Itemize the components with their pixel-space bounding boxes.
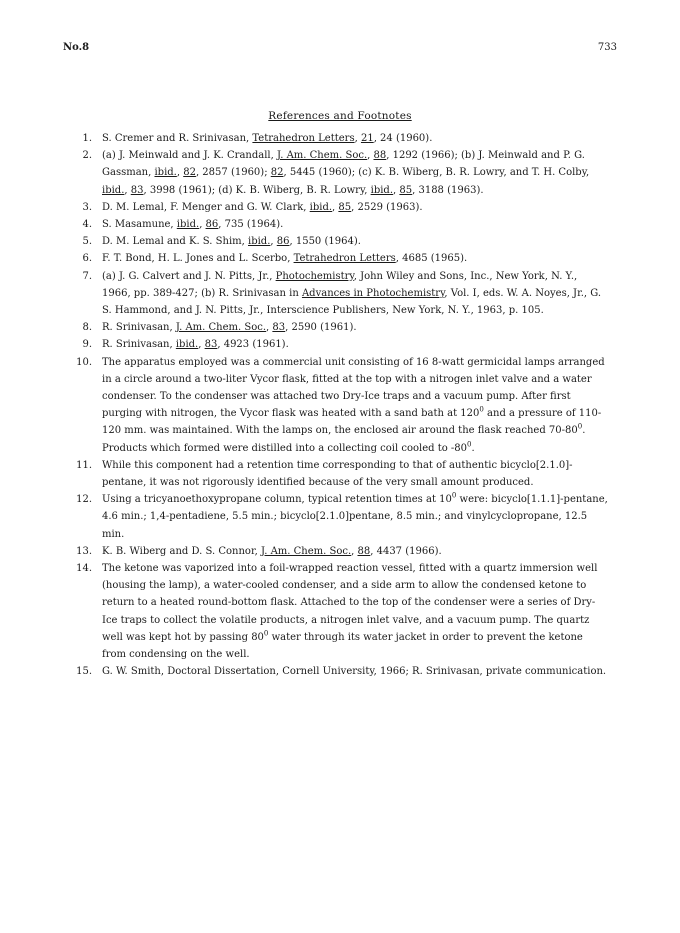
reference-text [102, 663, 608, 680]
page-header [63, 42, 617, 58]
reference-item [70, 268, 610, 320]
reference-fragment: Using a tricyanoethoxypropane column, typical retention times at 10 [102, 494, 452, 506]
section-title: References and Footnotes [268, 110, 412, 122]
reference-item [70, 147, 610, 199]
underlined-citation: 83 [272, 322, 286, 334]
reference-fragment: (a) J. G. Calvert and J. N. Pitts, Jr., [102, 270, 276, 282]
reference-fragment: , [270, 236, 277, 248]
underlined-citation: 82 [183, 167, 196, 179]
underlined-citation: ibid. [370, 184, 394, 196]
reference-fragment: , 2590 (1961). [285, 322, 357, 334]
reference-number: 7. [82, 270, 92, 282]
reference-fragment: , 2857 (1960); [195, 167, 271, 179]
reference-fragment: R. Srinivasan, [102, 322, 176, 334]
reference-fragment: The apparatus employed was a commercial unit consisting of 16 8-watt germicidal lamps arranged in a circle around a two-liter Vycor flask, fitted at the top with a nitrogen inlet valve and a water condenser. To the condenser was attached two Dry-Ice traps and a vacuum pump. After first purging with nitrogen, the Vycor flask was heated with a sand bath at 120 [102, 356, 605, 420]
underlined-citation: J. Am. Chem. Soc. [260, 545, 352, 557]
reference-fragment: , [198, 339, 205, 351]
reference-fragment: S. Cremer and R. Srinivasan, [102, 133, 253, 144]
journal-number: No.8 [63, 42, 90, 53]
reference-number: 15. [76, 666, 92, 678]
reference-number: 9. [82, 339, 92, 351]
reference-text [102, 457, 608, 491]
reference-item [70, 216, 610, 233]
reference-text [102, 147, 608, 199]
reference-fragment: K. B. Wiberg and D. S. Connor, [102, 545, 261, 557]
reference-item [70, 560, 610, 663]
reference-fragment: , [351, 545, 358, 557]
underlined-citation: 86 [276, 236, 290, 248]
reference-text [102, 233, 608, 250]
underlined-citation: 83 [204, 339, 218, 351]
reference-fragment: were: bicyclo[1.1.1]-pentane, 4.6 min.; 1,4-pentadiene, 5.5 min.; bicyclo[2.1.0]pentane, 8.5 min.; and vinylcyclopropane, 12.5 min. [102, 494, 608, 540]
underlined-citation: Tetrahedron Letters [293, 253, 396, 265]
reference-number: 14. [76, 563, 92, 575]
reference-text [102, 130, 608, 147]
reference-list [70, 130, 610, 681]
reference-fragment: , 3188 (1963). [412, 184, 484, 196]
reference-fragment: , 1550 (1964). [289, 236, 361, 248]
reference-fragment: D. M. Lemal, F. Menger and G. W. Clark, [102, 201, 310, 213]
reference-fragment: . Products which formed were distilled into a collecting coil cooled to -80 [102, 425, 586, 454]
reference-number: 10. [76, 356, 92, 368]
reference-number: 6. [82, 253, 92, 265]
reference-fragment: The ketone was vaporized into a foil-wrapped reaction vessel, fitted with a quartz immersion well (housing the lamp), a water-cooled condenser, and a side arm to allow the condensed ketone to return to a heated round-bottom flask. Attached to the top of the condenser were a series of Dry-Ice traps to collect the volatile products, a nitrogen inlet valve, and a vacuum pump. The quartz well was kept hot by passing 80 [102, 563, 598, 643]
reference-fragment: F. T. Bond, H. L. Jones and L. Scerbo, [102, 253, 294, 265]
underlined-citation: Photochemistry [275, 270, 354, 282]
reference-fragment: and a pressure of 110-120 mm. was maintained. With the lamps on, the enclosed air around the flask reached 70-80 [102, 408, 602, 437]
reference-number: 4. [82, 219, 92, 231]
page-number: 733 [597, 42, 617, 53]
reference-text [102, 319, 608, 336]
reference-number: 3. [82, 201, 92, 213]
degree-superscript: 0 [263, 629, 269, 638]
reference-fragment: While this component had a retention time corresponding to that of authentic bicyclo[2.1.0]-pentane, it was not rigorously identified because of the very small amount produced. [102, 459, 573, 489]
reference-fragment: S. Masamune, [102, 219, 177, 231]
underlined-citation: ibid. [175, 339, 199, 351]
reference-item [70, 543, 610, 560]
reference-item [70, 199, 610, 216]
underlined-citation: 86 [205, 219, 219, 231]
underlined-citation: ibid. [309, 201, 333, 213]
degree-superscript: 0 [577, 423, 583, 432]
reference-text [102, 543, 608, 560]
underlined-citation: ibid. [248, 236, 271, 248]
reference-number: 5. [82, 236, 92, 248]
reference-fragment: , 24 (1960). [373, 133, 433, 144]
underlined-citation: 21 [360, 133, 374, 144]
underlined-citation: 83 [130, 184, 144, 196]
reference-item [70, 130, 610, 147]
reference-text [102, 336, 608, 353]
underlined-citation: Advances in Photochemistry [301, 287, 445, 299]
reference-fragment: , [266, 322, 273, 334]
underlined-citation: J. Am. Chem. Soc. [175, 322, 267, 334]
reference-item [70, 233, 610, 250]
reference-number: 13. [76, 545, 92, 557]
reference-fragment: (a) J. Meinwald and J. K. Crandall, [102, 150, 277, 162]
reference-fragment: G. W. Smith, Doctoral Dissertation, Cornell University, 1966; R. Srinivasan, private communication. [102, 666, 607, 678]
underlined-citation: 85 [399, 184, 413, 196]
reference-fragment: , [367, 150, 374, 162]
underlined-citation: 82 [270, 167, 284, 179]
reference-fragment: water through its water jacket in order to prevent the ketone from condensing on the well. [102, 631, 583, 661]
reference-item [70, 250, 610, 267]
reference-text [102, 268, 608, 320]
reference-item [70, 491, 610, 543]
reference-text [102, 216, 608, 233]
reference-number: 1. [82, 133, 92, 144]
underlined-citation: 88 [357, 545, 371, 557]
reference-number: 12. [76, 494, 92, 506]
underlined-citation: Tetrahedron Letters [252, 133, 355, 144]
reference-number: 2. [82, 150, 92, 162]
reference-text [102, 491, 608, 543]
reference-fragment: R. Srinivasan, [102, 339, 176, 351]
reference-fragment: , [176, 167, 184, 179]
reference-fragment: , 5445 (1960); (c) K. B. Wiberg, B. R. Lowry, and T. H. Colby, [283, 167, 590, 179]
degree-superscript: 0 [467, 440, 472, 449]
reference-number: 11. [76, 459, 92, 471]
reference-fragment: , [393, 184, 400, 196]
degree-superscript: 0 [451, 491, 457, 500]
underlined-citation: ibid. [176, 219, 200, 231]
reference-item [70, 457, 610, 491]
reference-item [70, 354, 610, 457]
reference-item [70, 319, 610, 336]
reference-fragment: , [354, 133, 361, 144]
underlined-citation: 88 [373, 150, 387, 162]
underlined-citation: ibid. [102, 184, 125, 196]
underlined-citation: 85 [338, 201, 352, 213]
reference-fragment: , [332, 201, 339, 213]
reference-item [70, 663, 610, 680]
reference-fragment: , 4923 (1961). [217, 339, 289, 351]
degree-superscript: 0 [479, 405, 484, 414]
reference-fragment: , 2529 (1963). [351, 201, 423, 213]
reference-text [102, 354, 608, 457]
reference-item [70, 336, 610, 353]
reference-fragment: , Vol. I, eds. W. A. Noyes, Jr., G. S. Hammond, and J. N. Pitts, Jr., Interscience Publishers, New York, N. Y., 1963, p. 105. [102, 287, 602, 317]
reference-fragment: , [199, 219, 206, 231]
reference-fragment: , 4685 (1965). [395, 253, 468, 265]
underlined-citation: J. Am. Chem. Soc. [276, 150, 368, 162]
reference-text [102, 250, 608, 267]
reference-text [102, 199, 608, 216]
reference-text [102, 560, 608, 663]
reference-fragment: D. M. Lemal and K. S. Shim, [102, 236, 248, 248]
reference-fragment: . [471, 442, 475, 454]
reference-fragment: , [124, 184, 131, 196]
reference-number: 8. [82, 322, 92, 334]
reference-fragment: , 735 (1964). [218, 219, 284, 231]
underlined-citation: ibid. [154, 167, 177, 179]
reference-fragment: , John Wiley and Sons, Inc., New York, N. Y., 1966, pp. 389-427; (b) R. Srinivasan in [102, 270, 578, 299]
reference-fragment: , 3998 (1961); (d) K. B. Wiberg, B. R. Lowry, [143, 184, 371, 196]
reference-fragment: , 4437 (1966). [370, 545, 442, 557]
reference-fragment: , 1292 (1966); (b) J. Meinwald and P. G. Gassman, [102, 150, 585, 179]
